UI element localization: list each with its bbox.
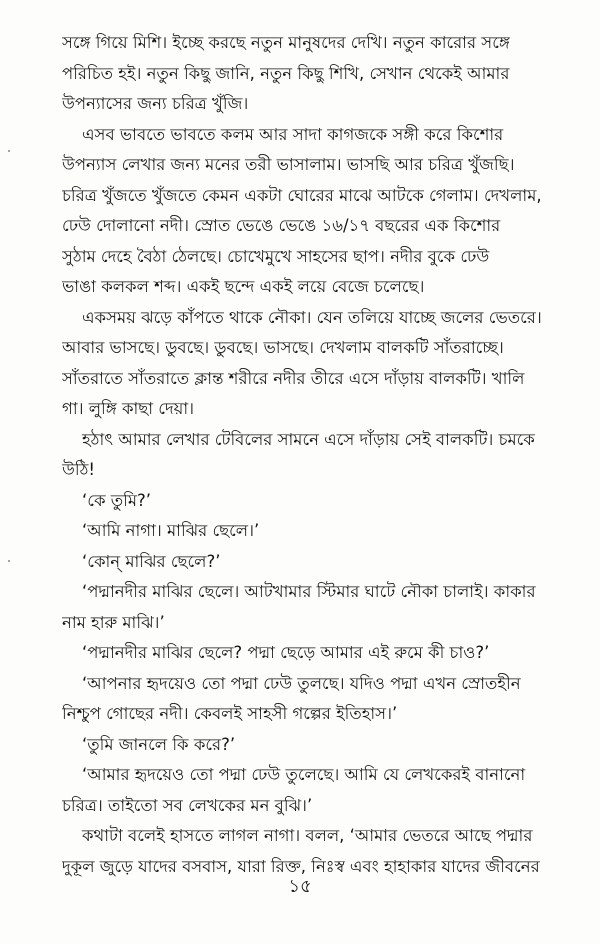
text-line: হঠাৎ আমার লেখার টেবিলের সামনে এসে দাঁড়ায় সেই বালকটি। চমকে (82, 429, 535, 449)
text-line: সুঠাম দেহে বৈঠা ঠেলছে। চোখেমুখে সাহসের ছাপ। নদীর বুকে ঢেউ (62, 246, 490, 266)
text-line: ‘আমার হৃদয়েও তো পদ্মা ঢেউ তুলেছে। আমি যে লেখকেরই বানানো (82, 765, 526, 784)
text-line: একসময় ঝড়ে কাঁপতে থাকে নৌকা। যেন তলিয়ে যাচ্ছে জলের ভেতরে। (82, 307, 542, 327)
text-line: পরিচিত হই। নতুন কিছু জানি, নতুন কিছু শিখি, সেখান থেকেই আমার (62, 63, 510, 83)
text-line: উপন্যাস লেখার জন্য মনের তরী ভাসালাম। ভাসছি আর চরিত্র খুঁজছি। (62, 155, 515, 174)
text-line: নাম হারু মাঝি।’ (62, 612, 165, 632)
text-line: উপন্যাসের জন্য চরিত্র খুঁজি। (62, 94, 249, 113)
text-line: ‘কোন্ মাঝির ছেলে?’ (82, 551, 221, 571)
scan-speck (8, 150, 10, 152)
text-line: উঠি! (62, 460, 96, 479)
text-line: কথাটা বলেই হাসতে লাগল নাগা। বলল, ‘আমার ভেতরে আছে পদ্মার (82, 826, 533, 845)
text-line: ‘তুমি জানলে কি করে?’ (82, 734, 236, 754)
text-line: ‘কে তুমি?’ (82, 490, 151, 510)
text-line: এসব ভাবতে ভাবতে কলম আর সাদা কাগজকে সঙ্গী করে কিশোর (82, 124, 504, 144)
text-line: আবার ভাসছে। ডুবছে। ডুবছে। ভাসছে। দেখলাম বালকটি সাঁতরাচ্ছে। (62, 338, 504, 357)
page-number: ১৫ (288, 876, 312, 897)
text-line: নিশ্চুপ গোছের নদী। কেবলই সাহসী গল্পের ইতিহাস।’ (62, 704, 398, 723)
text-line: সাঁতরাতে সাঁতরাতে ক্লান্ত শরীরে নদীর তীরে এসে দাঁড়ায় বালকটি। খালি (62, 368, 525, 388)
text-line: ‘পদ্মানদীর মাঝির ছেলে? পদ্মা ছেড়ে আমার এই রুমে কী চাও?’ (82, 643, 490, 662)
text-line: ‘আপনার হৃদয়েও তো পদ্মা ঢেউ তুলছে। যদিও পদ্মা এখন স্রোতহীন (82, 673, 521, 693)
text-line: ‘আমি নাগা। মাঝির ছেলে।’ (82, 521, 260, 540)
text-line: গা। লুঙ্গি কাছা দেয়া। (62, 399, 195, 418)
text-line: সঙ্গে গিয়ে মিশি। ইচ্ছে করছে নতুন মানুষদের দেখি। নতুন কারোর সঙ্গে (62, 33, 510, 52)
text-line: দুকূল জুড়ে যাদের বসবাস, যারা রিক্ত, নিঃস্ব এবং হাহাকার যাদের জীবনের (62, 856, 540, 876)
body-text (62, 28, 560, 882)
scan-speck (8, 560, 10, 562)
text-line: ভাঙা কলকল শব্দ। একই ছন্দে একই লয়ে বেজে চলেছে। (62, 277, 425, 296)
text-line: চরিত্র। তাইতো সব লেখকের মন বুঝি।’ (62, 795, 313, 815)
text-line: ঢেউ দোলানো নদী। স্রোত ভেঙে ভেঙে ১৬/১৭ বছরের এক কিশোর (62, 216, 501, 235)
text-line: ‘পদ্মানদীর মাঝির ছেলে। আটখামার স্টিমার ঘাটে নৌকা চালাই। কাকার (82, 582, 536, 601)
text-line: চরিত্র খুঁজতে খুঁজতে কেমন একটা ঘোরের মাঝে আটকে গেলাম। দেখলাম, (62, 185, 542, 205)
